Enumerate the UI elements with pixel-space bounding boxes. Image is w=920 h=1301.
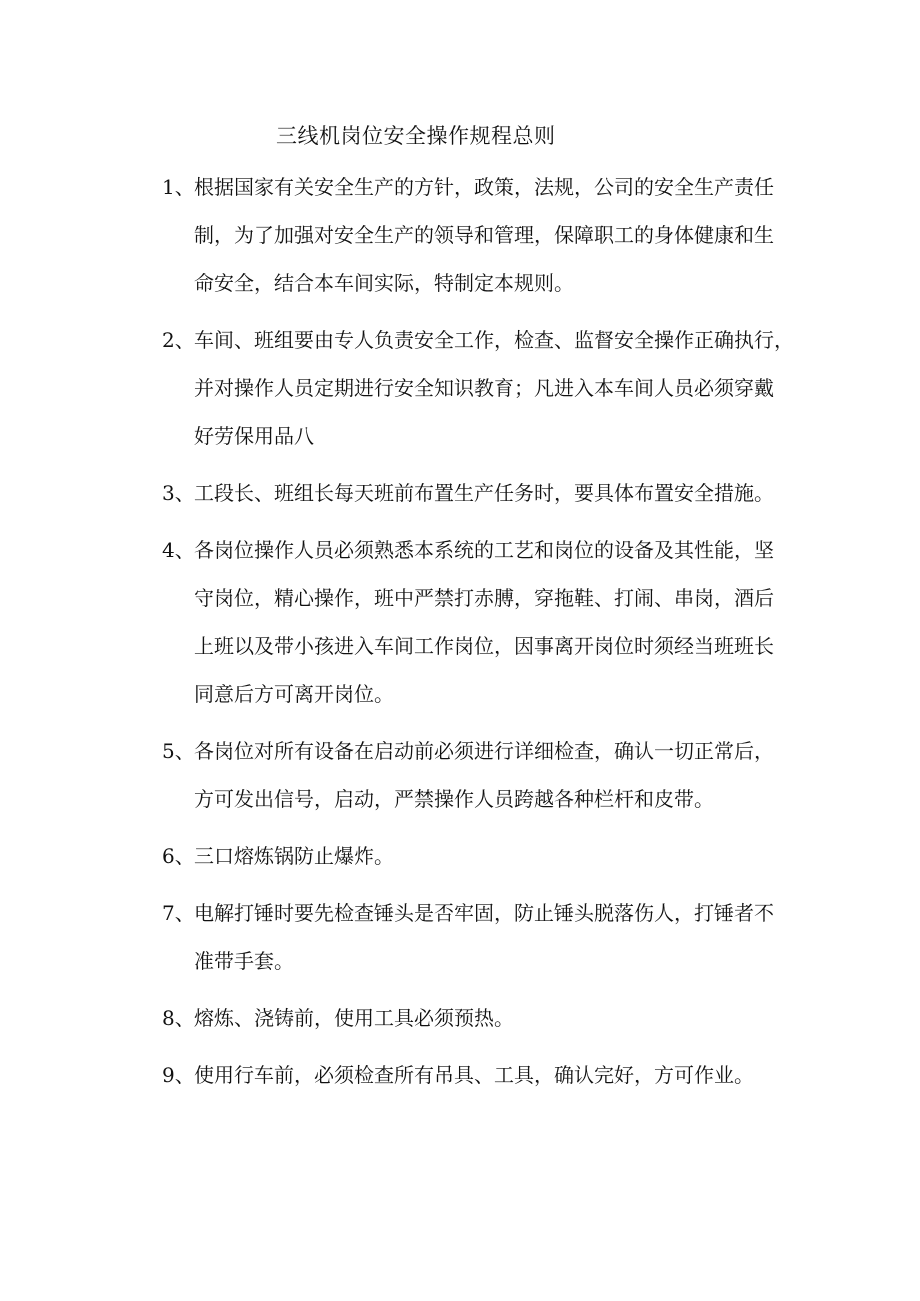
rule-text-line: 车间、班组要由专人负责安全工作，检查、监督安全操作正确执行， [194,328,794,352]
rule-number: 4、 [162,538,195,562]
rule-item [162,889,802,985]
rule-text-line: 工段长、班组长每天班前布置生产任务时，要具体布置安全措施。 [194,481,774,505]
document-title: 三线机岗位安全操作规程总则 [276,124,556,148]
rule-text-line: 好劳保用品八 [194,424,314,448]
rule-text-line: 三口熔炼锅防止爆炸。 [194,844,394,868]
rule-text-line: 同意后方可离开岗位。 [194,682,394,706]
rule-text-line: 方可发出信号，启动，严禁操作人员跨越各种栏杆和皮带。 [194,787,714,811]
rule-number: 8、 [162,1006,195,1030]
rule-text-line: 各岗位操作人员必须熟悉本系统的工艺和岗位的设备及其性能，坚 [194,538,774,562]
rule-number: 1、 [162,175,195,199]
rule-number: 7、 [162,901,195,925]
rule-text-line: 上班以及带小孩进入车间工作岗位，因事离开岗位时须经当班班长 [194,634,774,658]
rule-text-line: 命安全，结合本车间实际，特制定本规则。 [194,271,574,295]
rule-text-line: 使用行车前，必须检查所有吊具、工具，确认完好，方可作业。 [194,1063,754,1087]
rule-text-line: 熔炼、浇铸前，使用工具必须预热。 [194,1006,514,1030]
rules-list [162,163,802,1108]
rule-text-line: 守岗位，精心操作，班中严禁打赤膊，穿拖鞋、打闹、串岗，酒后 [194,586,774,610]
rule-text-line: 制，为了加强对安全生产的领导和管理，保障职工的身体健康和生 [194,223,774,247]
rule-item [162,469,802,517]
rule-item [162,1051,802,1099]
rule-number: 5、 [162,739,195,763]
rule-text-line: 各岗位对所有设备在启动前必须进行详细检查，确认一切正常后， [194,739,774,763]
rule-number: 9、 [162,1063,195,1087]
rule-number: 3、 [162,481,195,505]
rule-item [162,832,802,880]
rule-text-line: 根据国家有关安全生产的方针，政策，法规，公司的安全生产责任 [194,175,774,199]
rule-text-line: 准带手套。 [194,949,294,973]
rule-item [162,994,802,1042]
rule-number: 2、 [162,328,195,352]
rule-text-line: 电解打锤时要先检查锤头是否牢固，防止锤头脱落伤人，打锤者不 [194,901,774,925]
rule-text-line: 并对操作人员定期进行安全知识教育；凡进入本车间人员必须穿戴 [194,376,774,400]
rule-item [162,163,802,307]
rule-item [162,526,802,718]
rule-number: 6、 [162,844,195,868]
rule-item [162,727,802,823]
rule-item [162,316,802,460]
